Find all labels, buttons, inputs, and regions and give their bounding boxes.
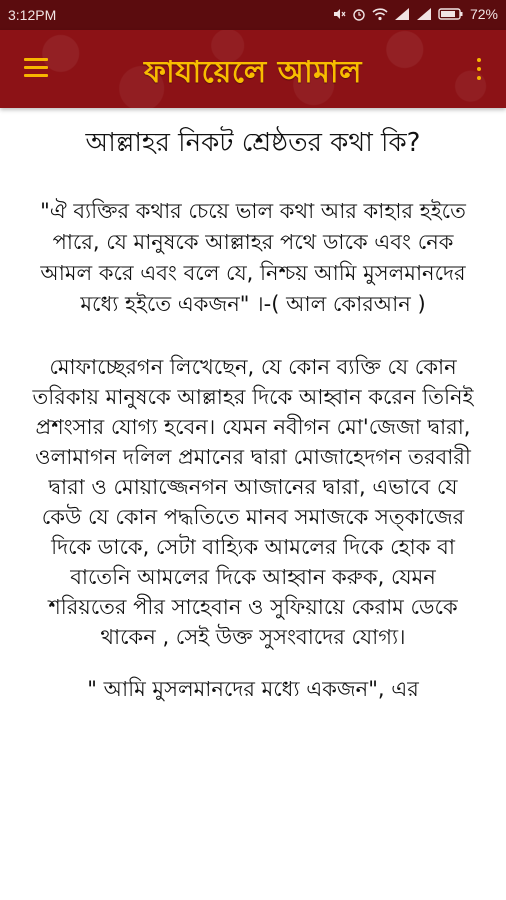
more-vert-icon (477, 76, 481, 80)
signal-icon (416, 6, 432, 22)
mute-icon (332, 6, 346, 22)
next-paragraph: " আমি মুসলমানদের মধ্যে একজন", এর (87, 677, 419, 701)
quran-quote: "ঐ ব্যক্তির কথার চেয়ে ভাল কথা আর কাহার হইতে পারে, যে মানুষকে আল্লাহর পথে ডাকে এবং নেক আমল করে এবং বলে যে, নিশ্চয় আমি মুসলমানদের মধ্যে হইতে একজন" ।-( আল কোরআন ) (40, 199, 466, 316)
status-bar (0, 0, 506, 30)
more-vert-icon (477, 58, 481, 62)
article-question: আল্লাহর নিকট শ্রেষ্ঠতর কথা কি? (85, 128, 421, 158)
app-bar (0, 30, 506, 108)
more-vert-icon (477, 67, 481, 71)
overflow-menu-button[interactable] (472, 52, 486, 86)
status-icons (332, 6, 498, 22)
app-title: ফাযায়েলে আমাল (144, 55, 362, 90)
signal-icon (394, 6, 410, 22)
article-content[interactable] (0, 108, 506, 900)
wifi-icon (372, 6, 388, 22)
alarm-icon (352, 6, 366, 22)
status-time: 3:12PM (8, 7, 57, 23)
battery-icon (438, 6, 464, 22)
battery-level: 72% (469, 6, 498, 22)
explanation-paragraph: মোফাচ্ছেরগন লিখেছেন, যে কোন ব্যক্তি যে কোন তরিকায় মানুষকে আল্লাহর দিকে আহ্বান করেন তিনিই প্রশংসার যোগ্য হবেন। যেমন নবীগন মো'জেজা দ্বারা, ওলামাগন দলিল প্রমানের দ্বারা মোজাহেদগন তরবারী দ্বারা ও মোয়াজ্জেনগন আজানের দ্বারা, এভাবে যে কেউ যে কোন পদ্ধতিতে মানব সমাজকে সত্কাজের দিকে ডাকে, সেটা বাহ্যিক আমলের দিকে হোক বা বাতেনি আমলের দিকে আহ্বান করুক, যেমন শরিয়তের পীর সাহেবান ও সুফিয়ায়ে কেরাম ডেকে থাকেন , সেই উক্ত সুসংবাদের যোগ্য। (32, 355, 474, 649)
